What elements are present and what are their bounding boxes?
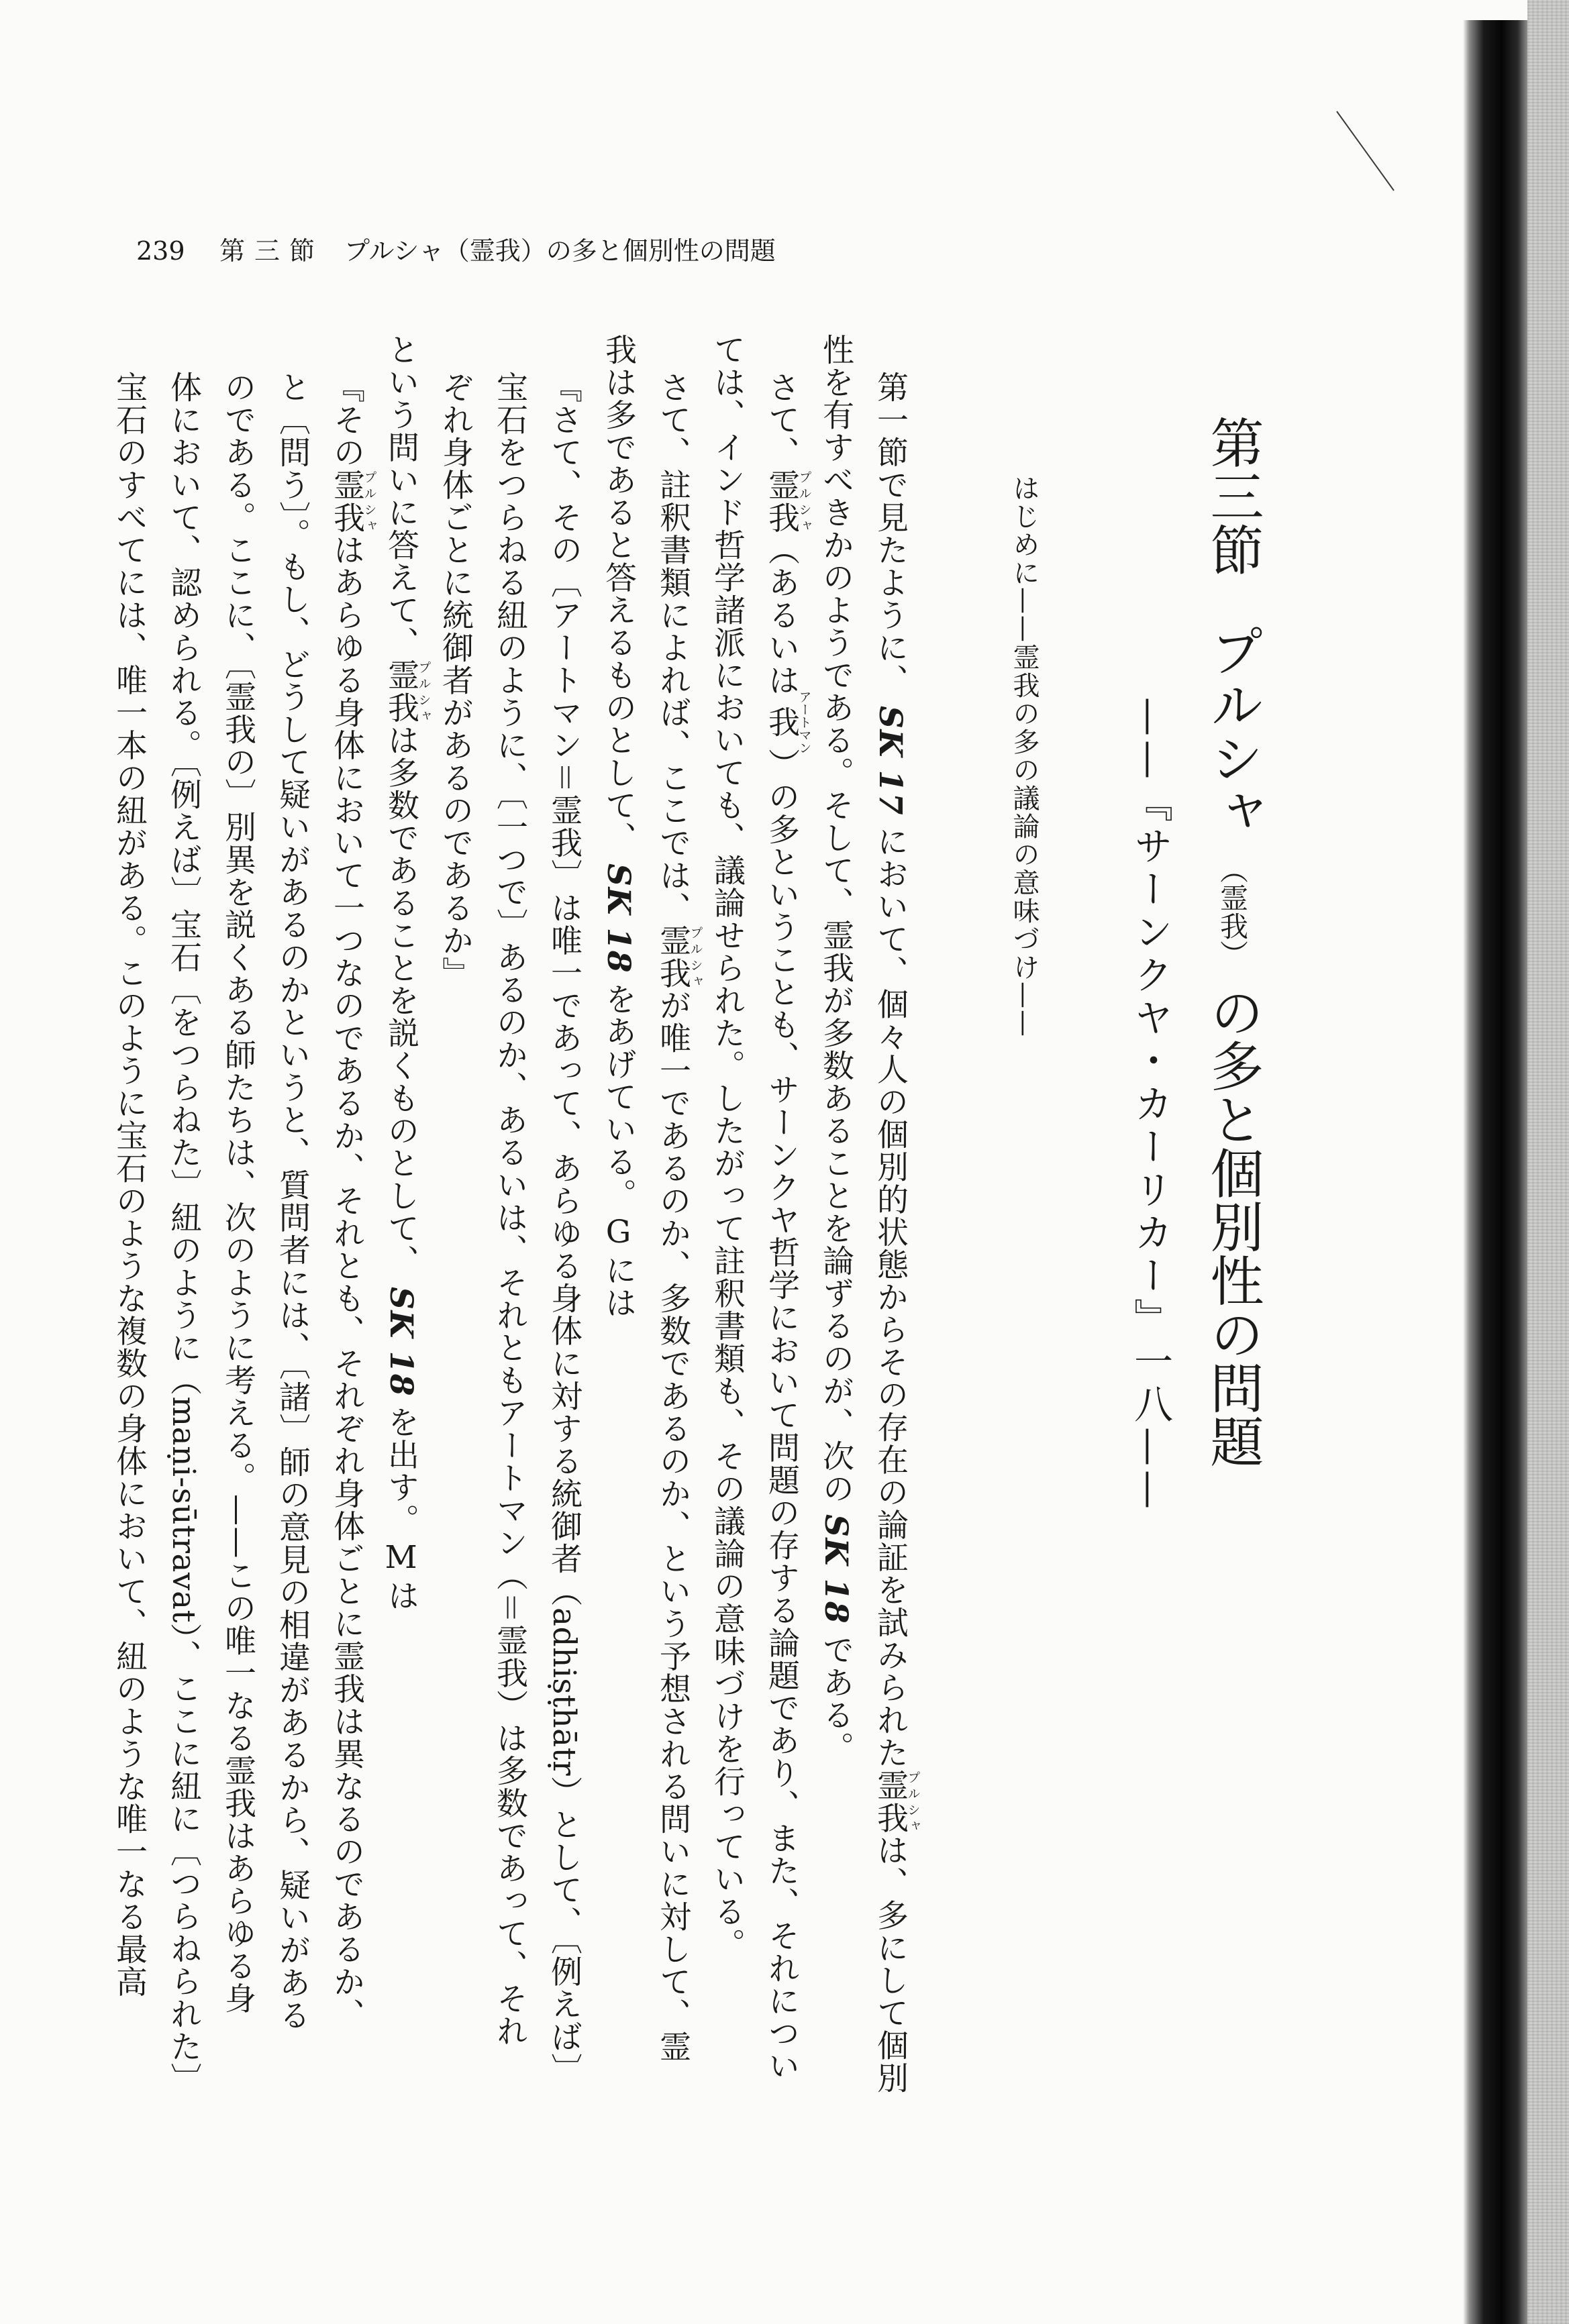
text-abbreviation: SK 18 bbox=[383, 1286, 419, 1397]
text-run: をあげている。 bbox=[600, 983, 637, 1211]
ruby-base: 霊我 bbox=[654, 924, 691, 990]
text-column bbox=[874, 371, 920, 2095]
ruby-word bbox=[872, 1768, 921, 1834]
text-run: 『その bbox=[328, 371, 365, 469]
binding-shadow bbox=[1463, 20, 1527, 2324]
text-abbreviation: SK 18 bbox=[817, 1514, 854, 1625]
running-head-section: 第三節 bbox=[219, 236, 325, 266]
text-run: ）として、〔例えば〕 bbox=[546, 1776, 583, 2086]
text-run: 体において、認められる。〔例えば〕宝石〔をつらねた〕紐のように（ bbox=[165, 371, 202, 1397]
text-run: には bbox=[600, 1254, 637, 1320]
text-run: を出す。 bbox=[383, 1406, 419, 1536]
text-column bbox=[765, 371, 811, 2082]
intro-heading: はじめに——霊我の多の議論の意味づけ—— bbox=[1009, 474, 1040, 1038]
text-run: のである。ここに、〔霊我の〕別異を説くある師たちは、次のように考える。——この唯一なる霊我はあらゆる身 bbox=[219, 371, 256, 2015]
sanskrit-term: maṇi-sūtravat bbox=[165, 1396, 202, 1623]
text-run: において、個々人の個別的状態からその存在の論証を試みられた bbox=[872, 825, 909, 1769]
text-run: さて、註釈書類によれば、ここでは、 bbox=[654, 371, 691, 925]
text-run: という問いに答えて、 bbox=[383, 333, 419, 659]
section-title-rest: の多と個別性の問題 bbox=[1201, 985, 1264, 1469]
text-column bbox=[111, 371, 148, 1998]
ruby-base: 霊我 bbox=[328, 468, 365, 534]
scan-mark bbox=[1329, 107, 1403, 201]
ruby-word bbox=[763, 690, 812, 754]
text-run: は bbox=[383, 1579, 419, 1612]
ruby-base: 霊我 bbox=[383, 659, 419, 724]
ruby-word bbox=[763, 468, 812, 534]
text-run: ）、ここに紐に〔つらねられた〕 bbox=[165, 1623, 202, 2095]
ruby-base: 霊我 bbox=[872, 1768, 909, 1834]
text-run: 第一節で見たように、 bbox=[872, 371, 909, 696]
ruby-reading: プルシャ bbox=[416, 659, 432, 724]
siglum: G bbox=[600, 1213, 637, 1252]
ruby-word bbox=[328, 468, 377, 534]
text-column bbox=[546, 371, 583, 2086]
text-run: は多数であることを説くものとして、 bbox=[383, 724, 419, 1277]
section-title-main: プルシャ bbox=[1201, 623, 1264, 839]
ruby-base: 霊我 bbox=[763, 468, 800, 534]
section-subtitle: ——『サーンクヤ・カーリカー』一八—— bbox=[1127, 697, 1173, 1513]
text-run: 性を有すべきかのようである。そして、霊我が多数あることを論ずるのが、次の bbox=[817, 333, 854, 1505]
ruby-reading: アートマン bbox=[797, 690, 812, 754]
text-run: 宝石のすべてには、唯一本の紐がある。このように宝石のような複数の身体において、紐のような唯一なる最高 bbox=[111, 371, 148, 1998]
text-run: ては、インド哲学諸派においても、議論せられた。したがって註釈書類も、その議論の意味づけを行っている。 bbox=[709, 333, 746, 1960]
text-run: 我は多であると答えるものとして、 bbox=[600, 333, 637, 854]
text-run: が唯一であるのか、多数であるのか、という予想される問いに対して、霊 bbox=[654, 989, 691, 2063]
text-run: は、多にして個別 bbox=[872, 1834, 909, 2095]
ruby-reading: プルシャ bbox=[905, 1768, 921, 1834]
ruby-word bbox=[654, 924, 703, 990]
ruby-reading: プルシャ bbox=[797, 468, 812, 534]
ruby-reading: プルシャ bbox=[362, 468, 377, 534]
page-number: 239 bbox=[136, 236, 185, 266]
text-column bbox=[330, 371, 376, 2031]
text-column bbox=[165, 371, 202, 2095]
text-run: 『さて、その〔アートマン＝霊我〕は唯一であって、あらゆる身体に対する統御者（ bbox=[546, 371, 583, 1607]
text-column bbox=[221, 371, 254, 2015]
text-run: ）の多ということも、サーンクヤ哲学において問題の存する論題であり、また、それについ bbox=[763, 748, 800, 2082]
text-run: ぞれ身体ごとに統御者があるのであるか』 bbox=[437, 371, 474, 990]
text-column bbox=[491, 371, 528, 2048]
section-title-parenthetical: （霊我） bbox=[1216, 855, 1249, 968]
text-abbreviation: SK 17 bbox=[872, 706, 909, 816]
text-run: さて、 bbox=[763, 371, 800, 469]
text-abbreviation: SK 18 bbox=[600, 863, 637, 974]
text-run: 宝石をつらねる紐のように、〔一つで〕あるのか、あるいは、それともアートマン（＝霊我）は多数であって、それ bbox=[491, 371, 528, 2048]
siglum: M bbox=[383, 1538, 419, 1577]
ruby-word bbox=[383, 659, 432, 724]
text-column bbox=[385, 333, 431, 1612]
text-column bbox=[656, 371, 703, 2063]
sanskrit-term: adhiṣṭhātṛ bbox=[546, 1607, 583, 1777]
ruby-reading: プルシャ bbox=[688, 924, 703, 990]
text-column bbox=[709, 333, 746, 1960]
page-edge bbox=[1527, 0, 1569, 2324]
text-run: である。 bbox=[817, 1634, 854, 1764]
text-column bbox=[274, 371, 311, 2031]
ruby-base: 我 bbox=[763, 690, 800, 754]
section-title bbox=[1201, 415, 1264, 1469]
text-run: （あるいは bbox=[763, 533, 800, 696]
text-column bbox=[819, 333, 852, 1764]
text-run: はあらゆる身体において一つなのであるか、それとも、それぞれ身体ごとに霊我は異なるのであるか、 bbox=[328, 533, 365, 2031]
section-number: 第三節 bbox=[1201, 415, 1264, 576]
text-column bbox=[600, 333, 637, 1320]
text-run: と〔問う〕。もし、どうして疑いがあるのかというと、質問者には、〔諸〕師の意見の相違があるから、疑いがある bbox=[274, 371, 311, 2031]
text-column bbox=[437, 371, 474, 990]
running-head-title: プルシャ（霊我）の多と個別性の問題 bbox=[344, 236, 776, 266]
